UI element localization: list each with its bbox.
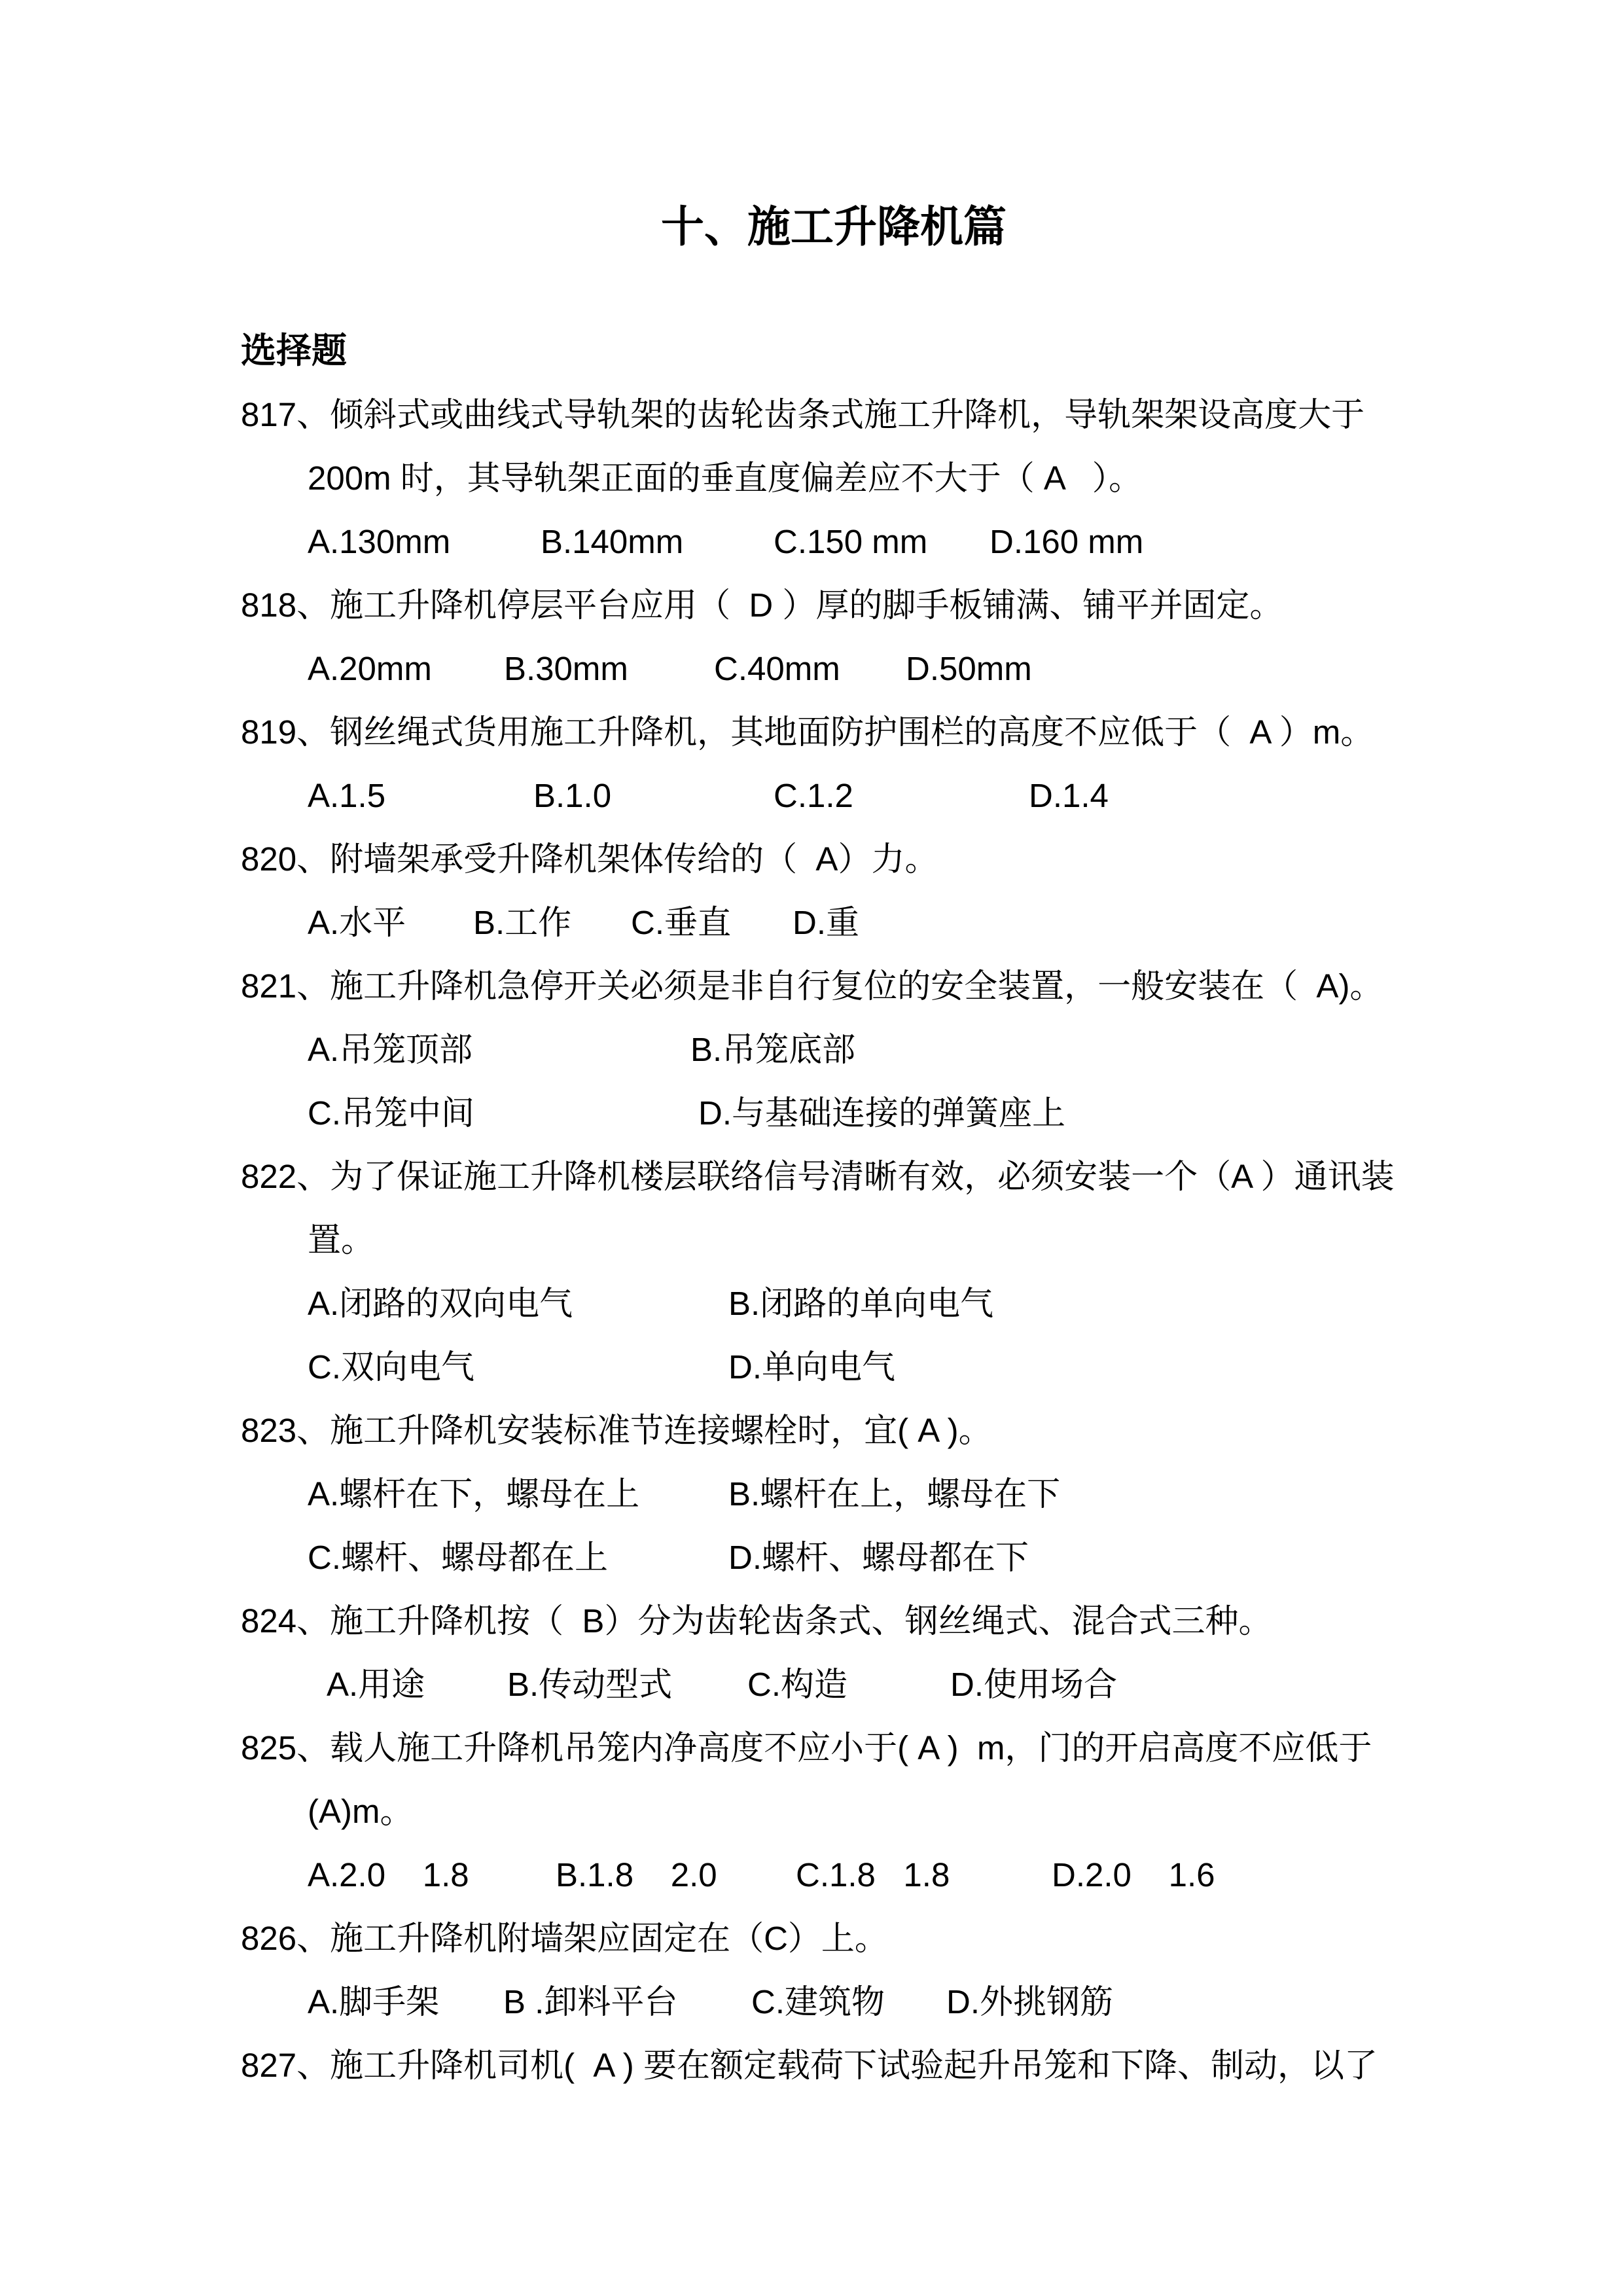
question-line (241, 446, 1427, 510)
option-a: A.20mm (308, 650, 432, 687)
question-line (241, 1589, 1427, 1653)
question-line (241, 1716, 1427, 1780)
page-title: 十、施工升降机篇 (661, 202, 1007, 251)
option-a: A.吊笼顶部 (308, 1031, 473, 1068)
question-line (241, 1272, 1427, 1335)
option-b: B.30mm (504, 650, 628, 687)
question-826 (241, 1907, 1427, 2034)
stem-text: (A)m。 (308, 1793, 414, 1830)
option-a: A.2.0 1.8 (308, 1856, 469, 1893)
option-b: B .卸料平台 (503, 1983, 678, 2020)
question-827 (241, 2034, 1427, 2097)
option-b: B.工作 (473, 904, 572, 941)
option-a: A.130mm (308, 523, 451, 560)
option-c: C.吊笼中间 (308, 1094, 475, 1132)
question-817 (241, 383, 1427, 573)
question-823 (241, 1399, 1427, 1589)
option-c: C.1.2 (774, 777, 853, 814)
option-b: B.传动型式 (507, 1666, 673, 1703)
option-b: B.闭路的单向电气 (728, 1285, 994, 1322)
question-line (241, 573, 1427, 637)
question-825 (241, 1716, 1427, 1907)
question-line (241, 954, 1427, 1018)
option-a: A.用途 (327, 1666, 425, 1703)
option-c: C.垂直 (631, 904, 732, 941)
option-c: C.1.8 1.8 (796, 1856, 950, 1893)
option-c: C.150 mm (774, 523, 928, 560)
question-line (241, 764, 1427, 827)
question-822 (241, 1145, 1427, 1399)
stem-text: 818、施工升降机停层平台应用（ D ）厚的脚手板铺满、铺平并固定。 (241, 586, 1283, 624)
stem-text: 822、为了保证施工升降机楼层联络信号清晰有效，必须安装一个（A ）通讯装 (241, 1158, 1395, 1195)
stem-text: 824、施工升降机按（ B）分为齿轮齿条式、钢丝绳式、混合式三种。 (241, 1602, 1272, 1640)
stem-text: 200m 时，其导轨架正面的垂直度偏差应不大于（ A ）。 (308, 459, 1143, 497)
option-d: D.160 mm (990, 523, 1144, 560)
option-d: D.单向电气 (728, 1348, 896, 1386)
stem-text: 821、施工升降机急停开关必须是非自行复位的安全装置，一般安装在（ A)。 (241, 967, 1383, 1005)
question-line (241, 1335, 1427, 1399)
option-d: D.2.0 1.6 (1052, 1856, 1215, 1893)
option-d: D.与基础连接的弹簧座上 (698, 1094, 1066, 1132)
question-line (241, 510, 1427, 573)
question-line (241, 1399, 1427, 1462)
question-820 (241, 827, 1427, 954)
option-d: D.外挑钢筋 (946, 1983, 1114, 2020)
question-line (241, 891, 1427, 954)
option-b: B.吊笼底部 (690, 1031, 856, 1068)
option-d: D.1.4 (1029, 777, 1109, 814)
option-d: D.重 (793, 904, 860, 941)
question-line (241, 1081, 1427, 1145)
question-line (241, 2034, 1427, 2097)
question-819 (241, 700, 1427, 827)
question-line (241, 1653, 1427, 1716)
stem-text: 819、钢丝绳式货用施工升降机，其地面防护围栏的高度不应低于（ A ）m。 (241, 713, 1374, 751)
question-line (241, 1018, 1427, 1081)
section-heading: 选择题 (241, 331, 347, 370)
option-c: C.构造 (747, 1666, 848, 1703)
question-line (241, 827, 1427, 891)
question-line (241, 1145, 1427, 1208)
option-a: A.螺杆在下，螺母在上 (308, 1475, 640, 1513)
question-line (241, 1208, 1427, 1272)
option-b: B.1.0 (533, 777, 612, 814)
question-line (241, 700, 1427, 764)
option-c: C.40mm (714, 650, 840, 687)
option-d: D.螺杆、螺母都在下 (728, 1539, 1029, 1576)
question-line (241, 1526, 1427, 1589)
option-c: C.螺杆、螺母都在上 (308, 1539, 609, 1576)
question-line (241, 637, 1427, 700)
stem-text: 820、附墙架承受升降机架体传给的（ A）力。 (241, 840, 938, 878)
option-b: B.1.8 2.0 (556, 1856, 717, 1893)
option-a: A.脚手架 (308, 1983, 440, 2020)
option-d: D.使用场合 (950, 1666, 1118, 1703)
question-818 (241, 573, 1427, 700)
stem-text: 823、施工升降机安装标准节连接螺栓时，宜( A )。 (241, 1412, 992, 1449)
question-line (241, 1462, 1427, 1526)
stem-text: 置。 (308, 1221, 375, 1259)
option-c: C.建筑物 (751, 1983, 885, 2020)
question-line (241, 1970, 1427, 2034)
question-line (241, 1780, 1427, 1843)
option-a: A.水平 (308, 904, 406, 941)
option-a: A.闭路的双向电气 (308, 1285, 573, 1322)
question-line (241, 383, 1427, 446)
question-824 (241, 1589, 1427, 1716)
option-b: B.螺杆在上，螺母在下 (728, 1475, 1061, 1513)
option-d: D.50mm (906, 650, 1032, 687)
option-c: C.双向电气 (308, 1348, 475, 1386)
question-821 (241, 954, 1427, 1145)
stem-text: 826、施工升降机附墙架应固定在（C）上。 (241, 1920, 888, 1957)
stem-text: 817、倾斜式或曲线式导轨架的齿轮齿条式施工升降机，导轨架架设高度大于 (241, 396, 1365, 433)
question-line (241, 1907, 1427, 1970)
stem-text: 825、载人施工升降机吊笼内净高度不应小于( A ) m，门的开启高度不应低于 (241, 1729, 1372, 1767)
option-a: A.1.5 (308, 777, 386, 814)
question-line (241, 1843, 1427, 1907)
option-b: B.140mm (541, 523, 684, 560)
questions (241, 383, 1427, 2097)
stem-text: 827、施工升降机司机( A ) 要在额定载荷下试验起升吊笼和下降、制动，以了 (241, 2047, 1378, 2084)
